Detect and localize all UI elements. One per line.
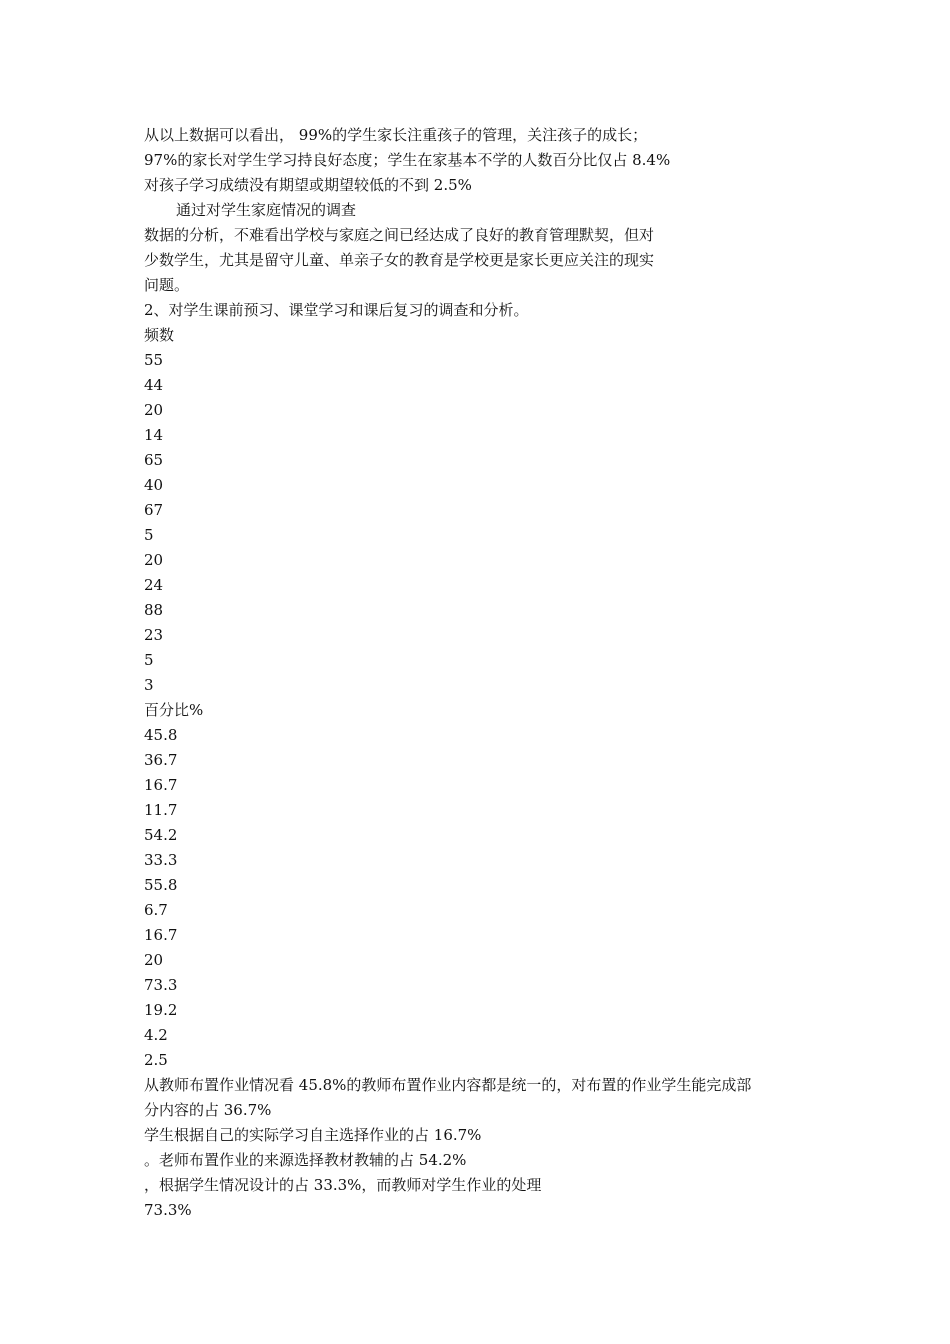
section-heading: 2、对学生课前预习、课堂学习和课后复习的调查和分析。 [144,301,529,319]
analysis-line: 少数学生，尤其是留守儿童、单亲子女的教育是学校更是家长更应关注的现实 [144,251,655,269]
percent-value: 19.2 [144,1001,178,1019]
analysis-line: 数据的分析，不难看出学校与家庭之间已经达成了良好的教育管理默契，但对 [144,226,655,244]
percent-value: 33.3 [144,851,178,869]
intro-line: 对孩子学习成绩没有期望或期望较低的不到 2.5% [144,176,472,194]
frequency-value: 5 [144,651,154,669]
conclusion-line: 学生根据自己的实际学习自主选择作业的占 16.7% [144,1126,482,1144]
percent-header: 百分比% [144,701,204,719]
survey-line: 通过对学生家庭情况的调查 [176,201,357,219]
frequency-value: 55 [144,351,164,369]
frequency-value: 44 [144,376,164,394]
percent-value: 73.3 [144,976,178,994]
frequency-value: 5 [144,526,154,544]
percent-value: 20 [144,951,164,969]
conclusion-line: 。老师布置作业的来源选择教材教辅的占 54.2% [144,1151,467,1169]
intro-line: 从以上数据可以看出， 99%的学生家长注重孩子的管理，关注孩子的成长； [144,126,648,144]
conclusion-line: ，根据学生情况设计的占 33.3%，而教师对学生作业的处理 [144,1176,542,1194]
frequency-value: 40 [144,476,164,494]
frequency-value: 20 [144,401,164,419]
percent-value: 55.8 [144,876,178,894]
percent-value: 45.8 [144,726,178,744]
analysis-line: 问题。 [144,276,190,294]
frequency-value: 24 [144,576,164,594]
frequency-value: 88 [144,601,164,619]
percent-value: 16.7 [144,776,178,794]
percent-value: 2.5 [144,1051,168,1069]
intro-line: 97%的家长对学生学习持良好态度；学生在家基本不学的人数百分比仅占 8.4% [144,151,671,169]
percent-value: 36.7 [144,751,178,769]
conclusion-line: 73.3% [144,1201,192,1219]
percent-value: 4.2 [144,1026,168,1044]
frequency-value: 3 [144,676,154,694]
frequency-value: 23 [144,626,164,644]
percent-value: 11.7 [144,801,178,819]
conclusion-line: 从教师布置作业情况看 45.8%的教师布置作业内容都是统一的，对布置的作业学生能完成部 [144,1076,752,1094]
conclusion-line: 分内容的占 36.7% [144,1101,272,1119]
percent-list [144,723,824,1073]
percent-value: 16.7 [144,926,178,944]
percent-value: 54.2 [144,826,178,844]
percent-value: 6.7 [144,901,168,919]
frequency-header: 频数 [144,326,175,344]
frequency-list [144,348,824,698]
frequency-value: 67 [144,501,164,519]
frequency-value: 65 [144,451,164,469]
frequency-value: 14 [144,426,164,444]
document-body [144,123,824,1223]
frequency-value: 20 [144,551,164,569]
